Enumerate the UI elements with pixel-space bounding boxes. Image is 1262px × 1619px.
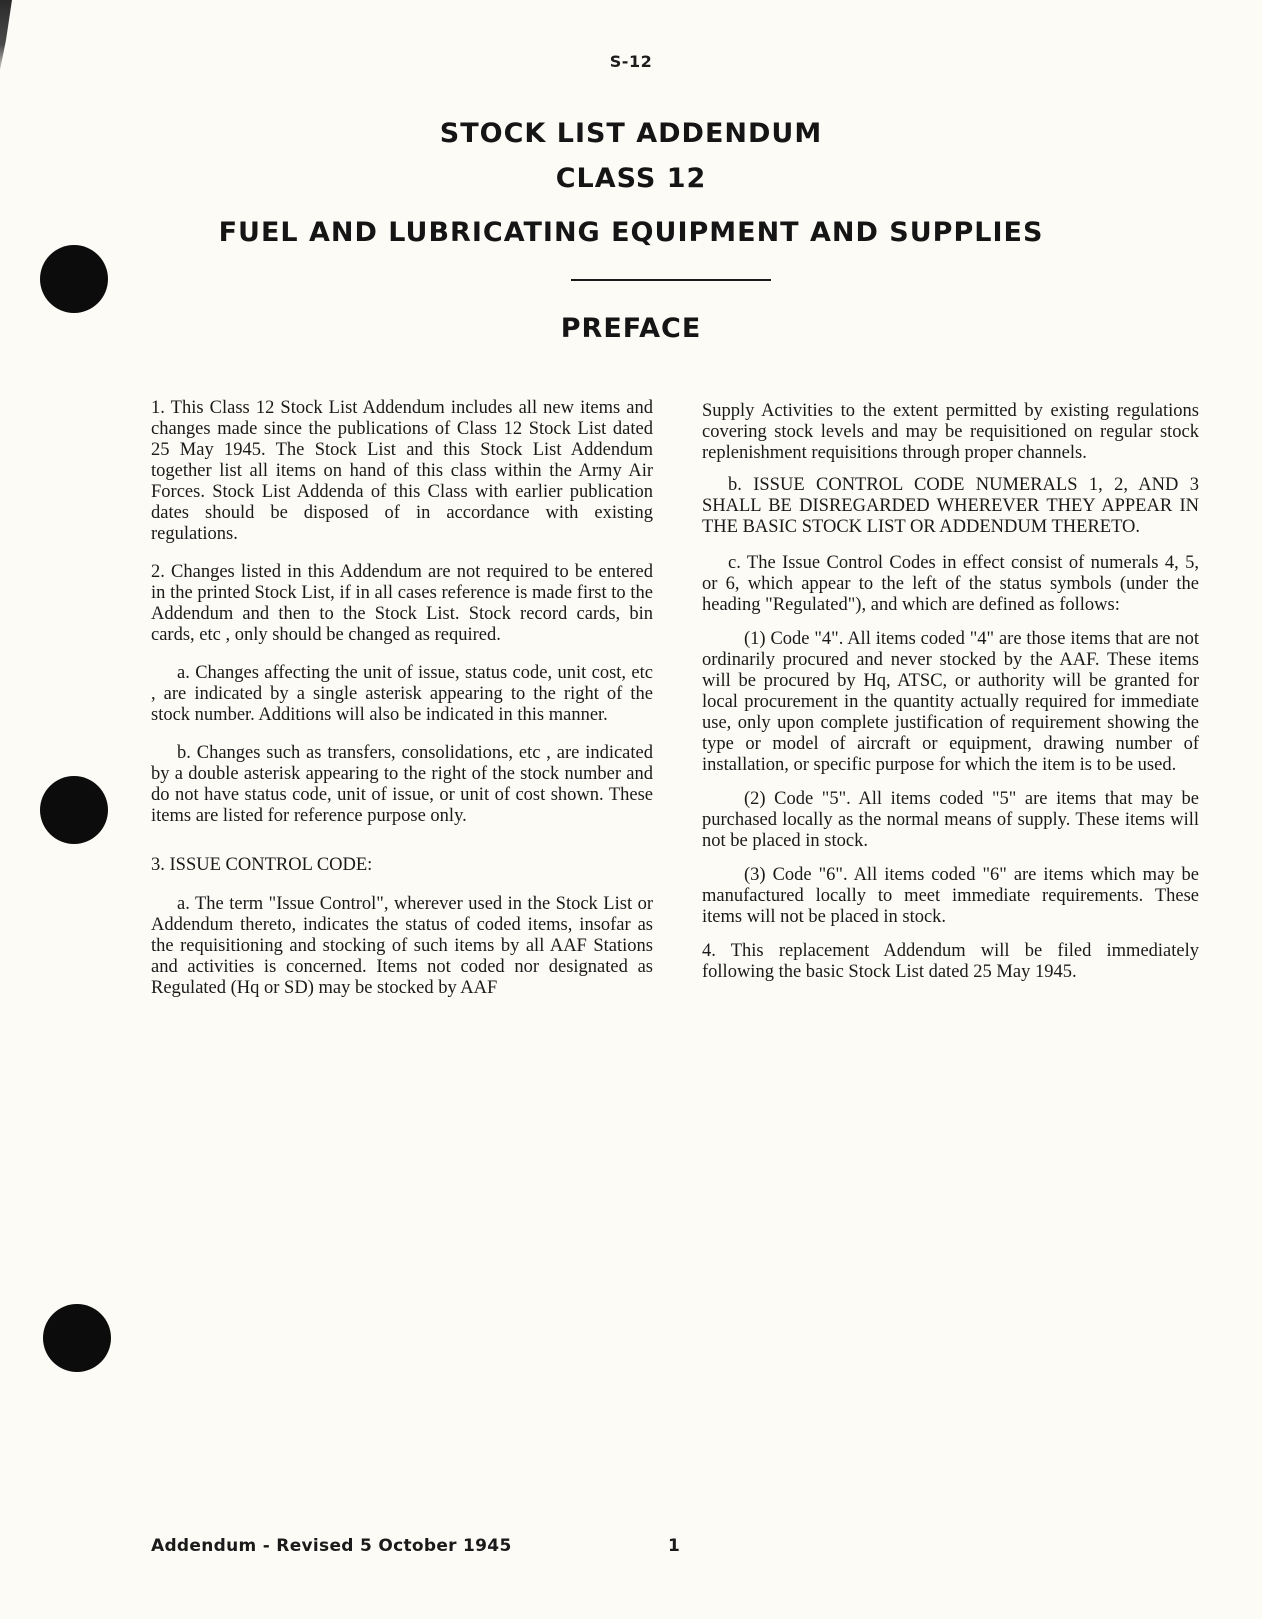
- paragraph-3c: c. The Issue Control Codes in effect consist of numerals 4, 5, or 6, which appear to the left of the status symbols (under the heading "Regulated"), and which are defined as follows:: [702, 553, 1199, 615]
- code-6-definition: (3) Code "6". All items coded "6" are items which may be manufactured locally to meet immediate requirements. These items will not be placed in stock.: [702, 865, 1199, 927]
- paragraph-1: 1. This Class 12 Stock List Addendum includes all new items and changes made since the publications of Class 12 Stock List dated 25 May 1945. The Stock List and this Stock List Addendum together list all items on hand of this class within the Army Air Forces. Stock List Addenda of this Class with earlier publication dates should be disposed of in accordance with existing regulations.: [151, 398, 653, 544]
- binder-hole-top: [40, 245, 108, 313]
- footer-revision: Addendum - Revised 5 October 1945: [151, 1536, 512, 1556]
- left-column: [151, 398, 653, 999]
- document-code: S-12: [609, 52, 653, 71]
- right-column: [702, 401, 1199, 983]
- code-4-definition: (1) Code "4". All items coded "4" are those items that are not ordinarily procured and never stocked by the AAF. These items will be procured by Hq, ATSC, or authority will be granted for local procurement in the quantity actually required for immediate use, only upon complete justification of requirement showing the type or model of aircraft or equipment, drawing number of installation, or specific purpose for which the item is to be used.: [702, 629, 1199, 775]
- paragraph-3b: b. ISSUE CONTROL CODE NUMERALS 1, 2, AND 3 SHALL BE DISREGARDED WHEREVER THEY APPEAR IN THE BASIC STOCK LIST OR ADDENDUM THERETO.: [702, 475, 1199, 537]
- section-heading: PREFACE: [560, 313, 702, 344]
- title-line-3: FUEL AND LUBRICATING EQUIPMENT AND SUPPLIES: [218, 217, 1044, 248]
- paragraph-4: 4. This replacement Addendum will be filed immediately following the basic Stock List dated 25 May 1945.: [702, 941, 1199, 982]
- paragraph-2b: b. Changes such as transfers, consolidations, etc , are indicated by a double asterisk appearing to the right of the stock number and do not have status code, unit of issue, or unit of cost shown. These items are listed for reference purpose only.: [151, 743, 653, 826]
- paragraph-2: 2. Changes listed in this Addendum are not required to be entered in the printed Stock List, if in all cases reference is made first to the Addendum and then to the Stock List. Stock record cards, bin cards, etc , only should be changed as required.: [151, 562, 653, 645]
- title-divider: [571, 279, 771, 281]
- binder-hole-bottom: [43, 1304, 111, 1372]
- paragraph-2a: a. Changes affecting the unit of issue, status code, unit cost, etc , are indicated by a single asterisk appearing to the right of the stock number. Additions will also be indicated in this manner.: [151, 663, 653, 725]
- paragraph-3-heading: 3. ISSUE CONTROL CODE:: [151, 855, 373, 875]
- paragraph-3a-continued: Supply Activities to the extent permitted by existing regulations covering stock levels and may be requisitioned on regular stock replenishment requisitions through proper channels.: [702, 401, 1199, 463]
- binder-hole-middle: [40, 776, 108, 844]
- paragraph-3a: a. The term "Issue Control", wherever used in the Stock List or Addendum thereto, indicates the status of coded items, insofar as the requisitioning and stocking of such items by all AAF Stations and activities is concerned. Items not coded nor designated as Regulated (Hq or SD) may be stocked by AAF: [151, 894, 653, 998]
- title-line-1: STOCK LIST ADDENDUM: [439, 118, 823, 149]
- code-5-definition: (2) Code "5". All items coded "5" are items that may be purchased locally as the normal means of supply. These items will not be placed in stock.: [702, 789, 1199, 851]
- title-line-2: CLASS 12: [555, 163, 707, 194]
- page-number: 1: [668, 1536, 680, 1556]
